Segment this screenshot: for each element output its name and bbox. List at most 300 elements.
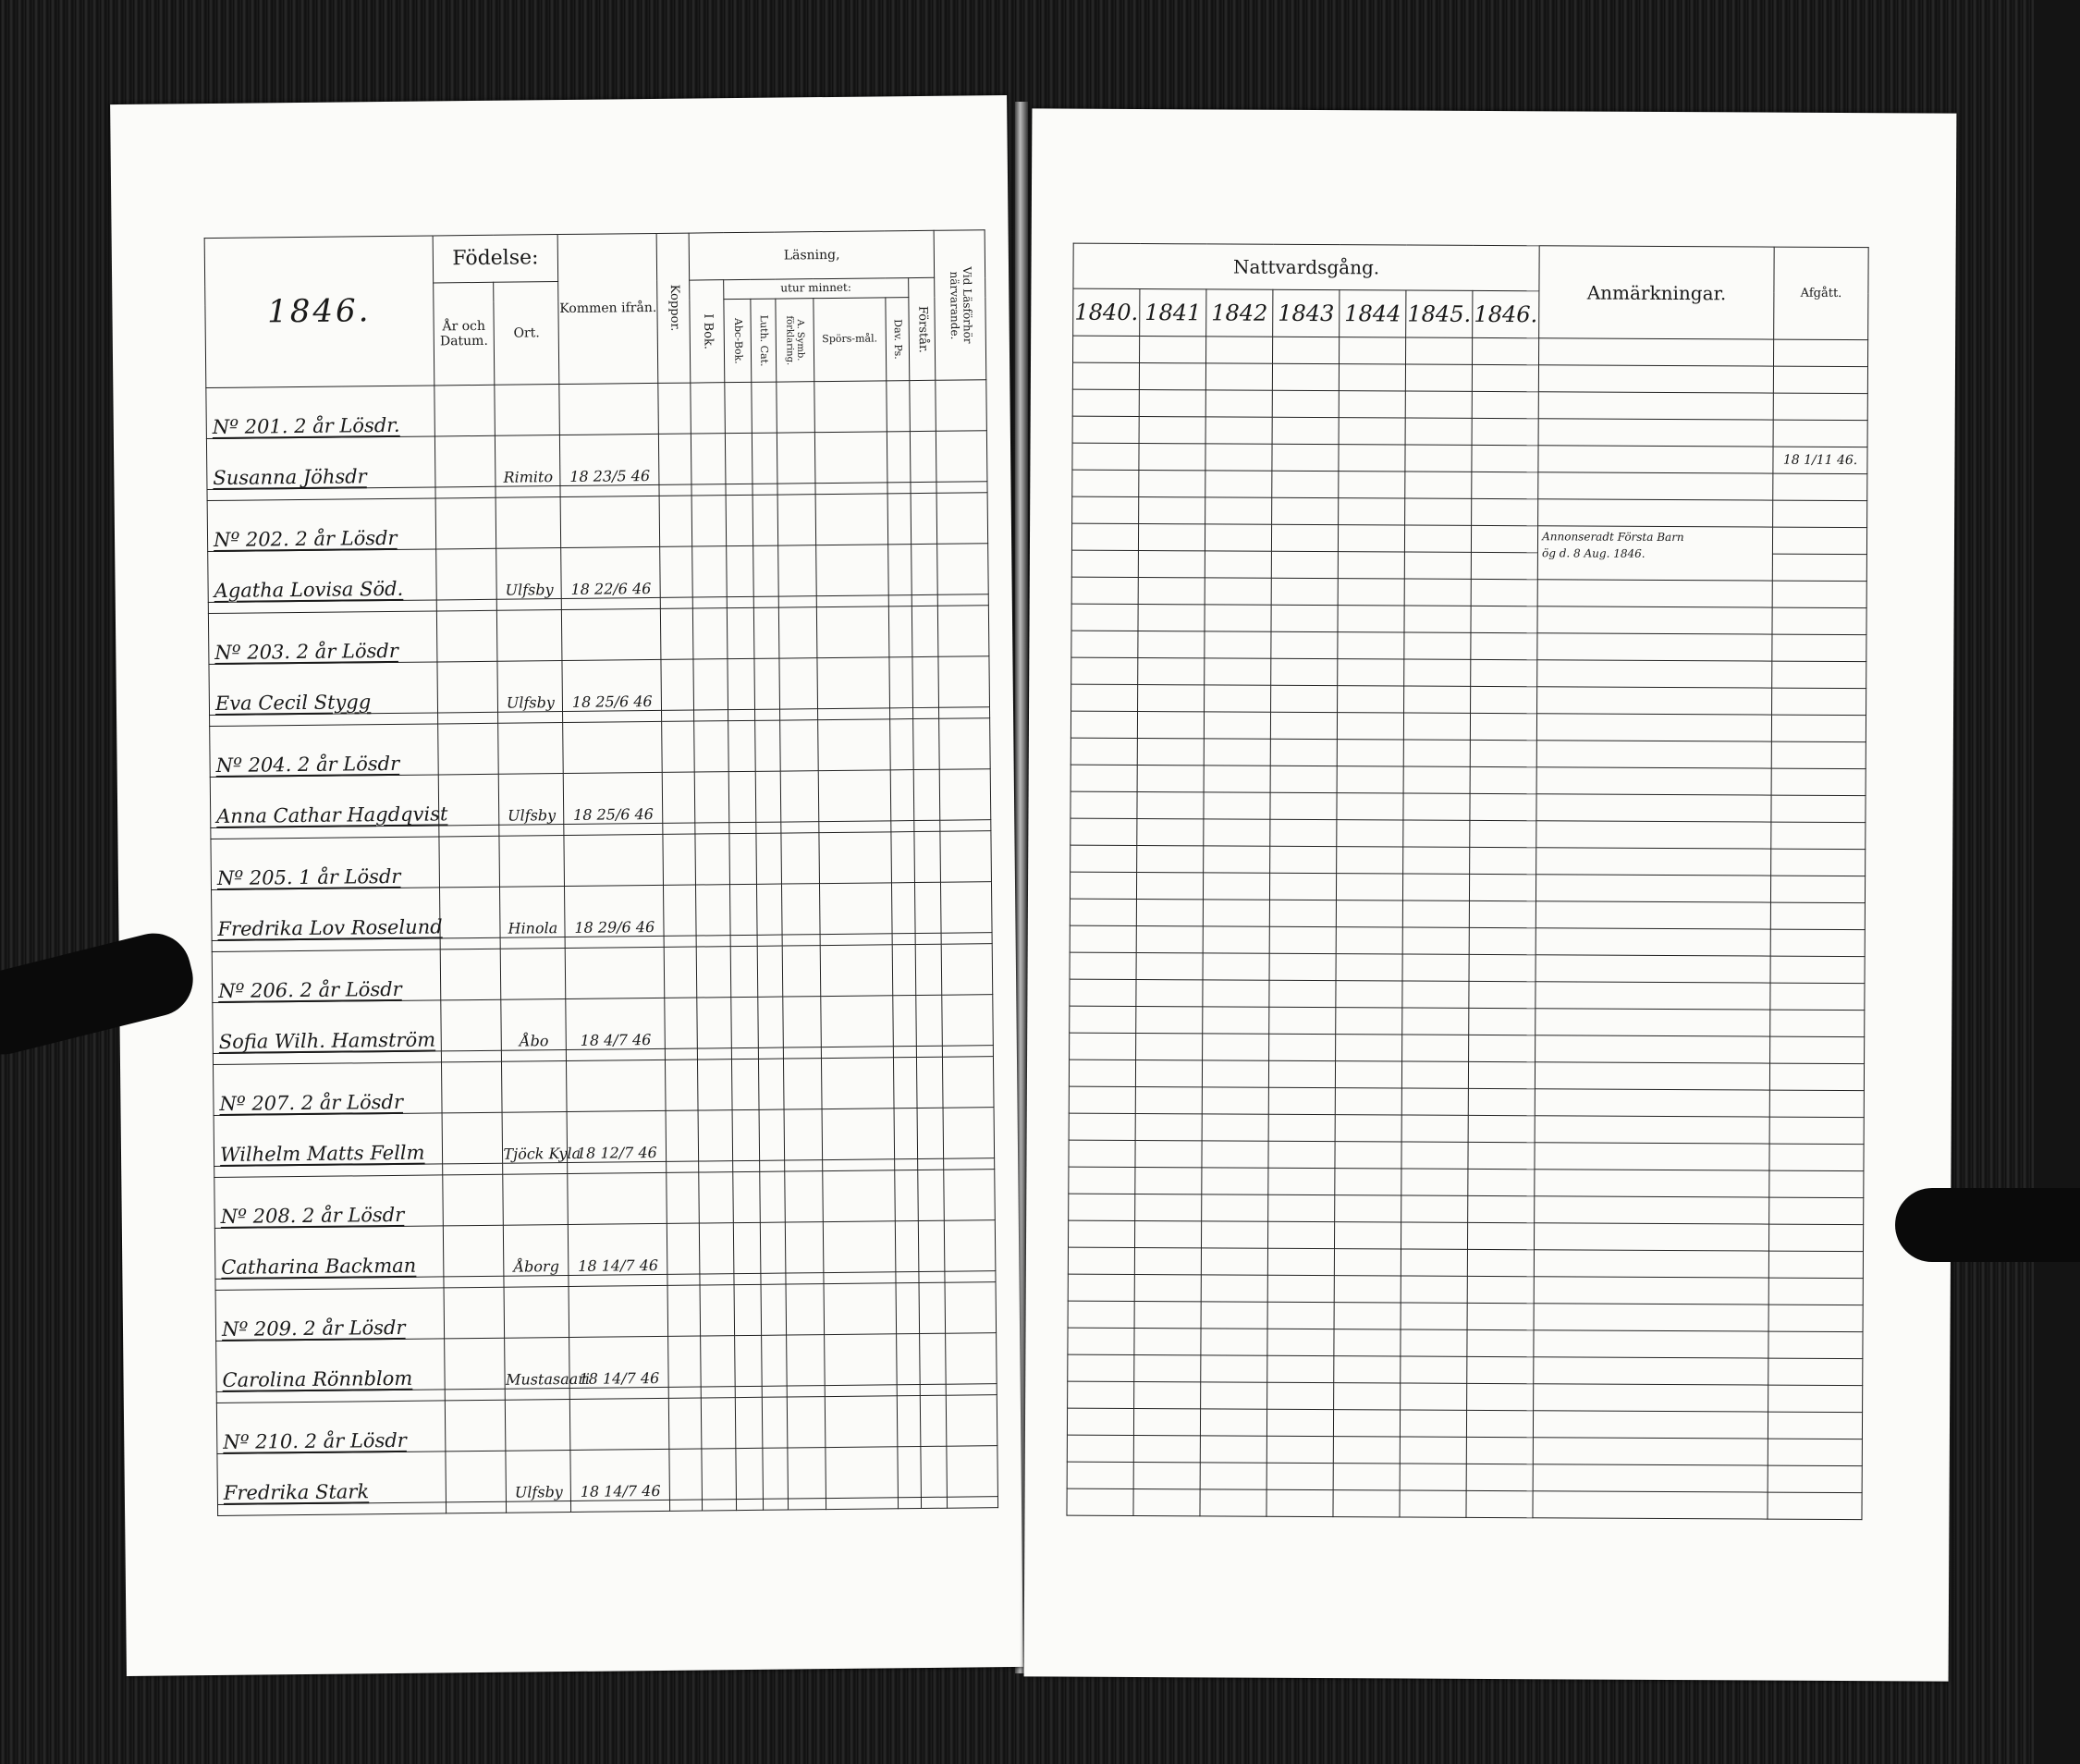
register-row (1068, 1247, 1863, 1279)
empty-cell (1271, 524, 1338, 551)
empty-cell (1272, 444, 1339, 471)
empty-cell (444, 1276, 505, 1288)
empty-cell (666, 1060, 699, 1110)
empty-cell (725, 382, 752, 433)
empty-cell (760, 1160, 785, 1171)
empty-cell (942, 944, 993, 996)
empty-cell (947, 1384, 997, 1396)
empty-cell (1466, 1464, 1533, 1490)
empty-cell (945, 1282, 996, 1334)
empty-cell (1339, 472, 1405, 498)
empty-cell (1538, 365, 1773, 393)
empty-cell (1071, 550, 1138, 577)
register-row (1070, 925, 1865, 957)
empty-cell (1401, 1249, 1467, 1276)
empty-cell (1205, 390, 1272, 417)
empty-cell (821, 1047, 893, 1059)
empty-cell (565, 936, 664, 948)
empty-cell (913, 769, 940, 820)
empty-cell (920, 1446, 947, 1497)
empty-cell (1469, 874, 1536, 900)
empty-cell (939, 707, 990, 719)
empty-cell (1136, 899, 1203, 925)
empty-cell (1272, 417, 1339, 444)
empty-cell (1337, 766, 1403, 793)
year-title: 1846. (204, 236, 434, 388)
empty-cell (921, 1497, 948, 1508)
empty-cell (1201, 1221, 1267, 1248)
empty-cell (945, 1220, 996, 1272)
empty-cell (1137, 818, 1204, 845)
empty-cell (1468, 1115, 1535, 1142)
empty-cell (826, 1498, 898, 1510)
empty-cell (757, 946, 782, 997)
empty-cell (1400, 1437, 1466, 1464)
empty-cell (1070, 979, 1136, 1006)
empty-cell (752, 495, 777, 545)
empty-cell (1271, 551, 1338, 578)
register-row (1072, 470, 1867, 501)
empty-cell (1202, 1114, 1268, 1141)
empty-cell (1537, 580, 1772, 607)
empty-cell (567, 1060, 666, 1111)
register-row (1069, 1194, 1864, 1225)
empty-cell (1272, 471, 1339, 497)
empty-cell (1536, 901, 1770, 929)
empty-cell (1338, 632, 1404, 659)
empty-cell (892, 945, 915, 996)
empty-cell (1535, 1116, 1769, 1144)
empty-cell (698, 1048, 732, 1060)
empty-cell (916, 1046, 943, 1057)
empty-cell (1071, 765, 1137, 791)
empty-cell (1472, 498, 1538, 525)
empty-cell (1273, 337, 1340, 363)
empty-cell (887, 494, 911, 545)
empty-cell (919, 1282, 946, 1333)
empty-cell (1468, 1195, 1535, 1222)
entry-date: 18 14/7 46 (570, 1449, 669, 1501)
empty-cell (1071, 577, 1138, 604)
empty-cell (1537, 660, 1772, 688)
empty-cell (1404, 579, 1471, 606)
ar-och-datum-header: År och Datum. (433, 282, 495, 386)
empty-cell (1405, 364, 1472, 391)
empty-cell (694, 721, 729, 772)
empty-cell (1534, 1357, 1768, 1385)
empty-cell (732, 1047, 759, 1059)
empty-cell (728, 720, 755, 771)
empty-cell (759, 1109, 784, 1160)
empty-cell (1334, 1383, 1401, 1410)
empty-cell (1203, 900, 1269, 926)
empty-cell (943, 1108, 994, 1159)
empty-cell (916, 1057, 943, 1108)
empty-cell (762, 1386, 787, 1397)
empty-cell (1270, 819, 1337, 846)
empty-cell (699, 1172, 734, 1223)
empty-cell (785, 1222, 824, 1273)
empty-cell (440, 937, 501, 949)
empty-cell (756, 884, 781, 935)
empty-cell (663, 823, 695, 834)
empty-cell (1072, 496, 1139, 523)
empty-cell (1267, 1275, 1334, 1302)
empty-cell (940, 820, 991, 832)
empty-cell (1271, 685, 1338, 712)
empty-cell (945, 1271, 996, 1283)
empty-cell (435, 548, 496, 600)
empty-cell (1538, 499, 1773, 527)
empty-cell (821, 1058, 894, 1109)
register-row (1071, 604, 1866, 635)
entry-number-row (214, 1057, 995, 1116)
empty-cell (914, 882, 941, 933)
empty-cell (434, 435, 496, 487)
register-row (1068, 1301, 1863, 1332)
empty-cell (1539, 338, 1774, 366)
entry-number: Nº 207. 2 år Lösdr (214, 1062, 442, 1116)
empty-cell (1073, 336, 1140, 362)
empty-cell (1136, 979, 1203, 1006)
empty-cell (691, 434, 727, 484)
empty-cell (888, 595, 912, 606)
empty-cell (692, 597, 727, 608)
register-row (1070, 979, 1865, 1011)
empty-cell (571, 1500, 670, 1512)
empty-cell (1139, 497, 1205, 524)
empty-cell (1205, 578, 1271, 605)
empty-cell (782, 997, 821, 1047)
empty-cell (1769, 1224, 1864, 1252)
empty-cell (1402, 900, 1469, 927)
empty-cell (1768, 1305, 1863, 1332)
thumb-right (1895, 1188, 2080, 1262)
empty-cell (1536, 767, 1771, 795)
empty-cell (436, 599, 497, 611)
empty-cell (1535, 1143, 1769, 1170)
empty-cell (438, 825, 499, 837)
empty-cell (726, 495, 752, 545)
empty-cell (1534, 1304, 1768, 1331)
empty-cell (1471, 606, 1537, 632)
left-register-table (204, 229, 998, 1516)
empty-cell (1773, 366, 1867, 394)
empty-cell (822, 1159, 894, 1171)
empty-cell (1200, 1409, 1266, 1436)
entry-date: 18 12/7 46 (567, 1110, 666, 1162)
entry-date: 18 22/6 46 (561, 546, 660, 598)
empty-cell (1268, 1141, 1335, 1168)
empty-cell (1466, 1490, 1533, 1517)
empty-cell (659, 496, 692, 546)
empty-cell (499, 825, 564, 837)
empty-cell (1471, 525, 1537, 552)
empty-cell (1270, 739, 1337, 766)
empty-cell (1471, 579, 1537, 606)
empty-cell (758, 1059, 783, 1109)
empty-cell (763, 1448, 788, 1499)
empty-cell (1772, 634, 1866, 662)
register-row (1070, 1033, 1865, 1064)
empty-cell (1267, 1382, 1334, 1409)
empty-cell (1402, 954, 1469, 981)
empty-cell (1402, 1008, 1469, 1035)
empty-cell (1536, 955, 1770, 983)
entry-name: Catharina Backman (214, 1226, 443, 1280)
empty-cell (1267, 1355, 1334, 1382)
dav-ps-header: Dav. Ps. (886, 298, 910, 381)
empty-cell (1535, 1196, 1769, 1224)
empty-cell (569, 1274, 667, 1286)
empty-cell (733, 1160, 760, 1171)
empty-cell (734, 1222, 761, 1273)
empty-cell (1536, 741, 1771, 768)
empty-cell (1272, 390, 1339, 417)
right-page (1024, 108, 1957, 1681)
empty-cell (1469, 981, 1536, 1008)
empty-cell (1269, 1007, 1336, 1034)
empty-cell (1268, 1168, 1335, 1194)
empty-cell (1202, 1060, 1268, 1087)
empty-cell (1139, 444, 1205, 471)
remark-line-2: ög d. 8 Aug. 1846. (1541, 546, 1646, 560)
empty-cell (1135, 1086, 1202, 1113)
empty-cell (1401, 1088, 1468, 1115)
empty-cell (915, 944, 942, 995)
sporsmal-header: Spörs-mål. (814, 298, 887, 382)
register-row (1071, 845, 1866, 876)
empty-cell (1401, 1222, 1467, 1249)
empty-cell (1772, 581, 1866, 608)
empty-cell (1069, 1086, 1135, 1113)
empty-cell (562, 597, 661, 609)
empty-cell (694, 710, 728, 721)
empty-cell (446, 1501, 507, 1513)
empty-cell (1336, 927, 1402, 954)
empty-cell (1337, 847, 1403, 874)
register-row (1068, 1354, 1863, 1386)
empty-cell (944, 1170, 995, 1221)
empty-cell (816, 606, 889, 658)
empty-cell (911, 482, 937, 493)
empty-cell (887, 483, 911, 494)
empty-cell (918, 1220, 945, 1271)
entry-name-row (214, 1220, 996, 1280)
empty-cell (1770, 983, 1865, 1011)
empty-cell (761, 1273, 786, 1284)
empty-cell (1269, 873, 1336, 900)
empty-cell (936, 380, 986, 432)
empty-cell (1771, 768, 1866, 796)
empty-cell (443, 1225, 504, 1277)
entry-number: Nº 208. 2 år Lösdr (214, 1175, 443, 1229)
empty-cell (564, 823, 663, 835)
empty-cell (1772, 554, 1866, 582)
empty-cell (1270, 846, 1337, 873)
empty-cell (939, 718, 990, 770)
empty-cell (821, 996, 894, 1047)
empty-cell (753, 607, 778, 658)
empty-cell (728, 607, 754, 658)
entry-date: 18 29/6 46 (565, 885, 664, 937)
year-column-header: 1846. (1473, 290, 1539, 337)
empty-cell (822, 1109, 895, 1160)
empty-cell (1536, 1035, 1770, 1063)
empty-cell (948, 1497, 998, 1509)
empty-cell (1401, 1061, 1468, 1088)
empty-cell (1773, 500, 1867, 528)
entry-name: Fredrika Lov Roselund (212, 888, 440, 941)
register-row (1067, 1462, 1862, 1493)
utur-minnet-header: utur minnet: (724, 278, 909, 300)
empty-cell (1400, 1490, 1466, 1517)
register-row (1072, 496, 1867, 528)
empty-cell (946, 1333, 997, 1385)
empty-cell (737, 1499, 764, 1510)
empty-cell (1536, 982, 1770, 1010)
empty-cell (1402, 927, 1469, 954)
empty-cell (1769, 1197, 1864, 1225)
empty-cell (820, 934, 892, 946)
empty-cell (823, 1170, 896, 1222)
empty-cell (1335, 1169, 1401, 1195)
kommen-ifran-header: Kommen ifrån. (557, 233, 658, 384)
empty-cell (505, 1286, 569, 1338)
empty-cell (667, 1172, 700, 1223)
empty-cell (1339, 364, 1405, 391)
empty-cell (891, 832, 914, 883)
entry-number: Nº 203. 2 år Lösdr (208, 611, 436, 665)
empty-cell (1336, 981, 1402, 1008)
empty-cell (1401, 1303, 1467, 1329)
register-row (1067, 1435, 1862, 1466)
empty-cell (912, 606, 938, 656)
empty-cell (1468, 1169, 1535, 1195)
empty-cell (913, 831, 940, 882)
empty-cell (1333, 1464, 1400, 1490)
empty-cell (662, 710, 694, 721)
empty-cell (569, 1285, 667, 1337)
empty-cell (667, 1161, 699, 1172)
empty-cell (563, 710, 662, 722)
entry-number: Nº 210. 2 år Lösdr (216, 1401, 445, 1454)
empty-cell (887, 432, 910, 483)
empty-cell (1770, 929, 1865, 957)
year-column-header: 1844 (1340, 290, 1406, 337)
empty-cell (817, 719, 890, 771)
empty-cell (1771, 741, 1866, 769)
empty-cell (659, 434, 692, 484)
entry-number-row (210, 718, 991, 778)
empty-cell (917, 1170, 944, 1220)
empty-cell (1339, 445, 1405, 472)
entry-ort: Mustasaari (505, 1337, 569, 1389)
empty-cell (667, 1285, 701, 1336)
empty-cell (1770, 1036, 1865, 1064)
empty-cell (700, 1274, 734, 1285)
entry-number: Nº 205. 1 år Lösdr (211, 837, 439, 890)
empty-cell (442, 1174, 503, 1226)
empty-cell (730, 935, 757, 946)
empty-cell (1768, 1331, 1863, 1359)
empty-cell (1533, 1438, 1768, 1465)
left-page (110, 95, 1023, 1676)
register-row (1071, 631, 1866, 662)
empty-cell (1469, 1008, 1536, 1035)
empty-cell (728, 658, 754, 709)
entry-name: Sofia Wilh. Hamström (213, 1000, 441, 1054)
entry-name: Anna Cathar Hagdqvist (210, 775, 438, 828)
empty-cell (1205, 471, 1272, 497)
empty-cell (1136, 1006, 1203, 1033)
empty-cell (665, 998, 698, 1048)
empty-cell (938, 594, 989, 606)
empty-cell (1138, 605, 1205, 631)
empty-cell (496, 486, 560, 498)
register-row (1071, 711, 1866, 742)
empty-cell (1201, 1275, 1267, 1302)
empty-cell (1404, 632, 1471, 659)
empty-cell (1337, 793, 1403, 820)
empty-cell (566, 947, 665, 998)
empty-cell (819, 883, 892, 935)
empty-cell (820, 945, 893, 997)
empty-cell (1202, 1087, 1268, 1114)
year-column-header: 1845. (1406, 290, 1473, 337)
empty-cell (752, 433, 777, 484)
register-row (1072, 362, 1867, 394)
empty-cell (1139, 471, 1205, 497)
empty-cell (1266, 1436, 1333, 1463)
entry-number-row (214, 1170, 996, 1229)
empty-cell (1068, 1381, 1134, 1408)
entry-ort: Åbo (501, 999, 566, 1051)
register-row (1071, 738, 1866, 769)
empty-cell (1770, 902, 1865, 930)
empty-cell (1203, 953, 1269, 980)
empty-cell (895, 1159, 918, 1170)
empty-cell (1072, 416, 1139, 443)
empty-cell (1771, 795, 1866, 823)
empty-cell (1201, 1329, 1267, 1355)
empty-cell (1339, 418, 1405, 445)
register-row (1069, 1060, 1864, 1091)
empty-cell (1338, 552, 1404, 579)
empty-cell (1768, 1465, 1862, 1493)
empty-cell (1069, 1113, 1135, 1140)
empty-cell (562, 608, 661, 660)
empty-cell (1770, 956, 1865, 984)
empty-cell (1070, 1006, 1136, 1033)
empty-cell (1470, 740, 1536, 766)
empty-cell (1403, 847, 1470, 874)
empty-cell (1336, 1035, 1402, 1061)
empty-cell (824, 1283, 897, 1335)
empty-cell (1202, 1168, 1268, 1194)
empty-cell (1772, 607, 1866, 635)
empty-cell (940, 769, 991, 821)
empty-cell (702, 1449, 737, 1500)
empty-cell (818, 770, 891, 822)
empty-cell (1402, 981, 1469, 1008)
empty-cell (1470, 847, 1536, 874)
empty-cell (658, 383, 691, 434)
empty-cell (702, 1398, 737, 1449)
nattvardsgang-header: Nattvardsgång. (1073, 243, 1539, 291)
empty-cell (1338, 659, 1404, 686)
empty-cell (1072, 389, 1139, 416)
